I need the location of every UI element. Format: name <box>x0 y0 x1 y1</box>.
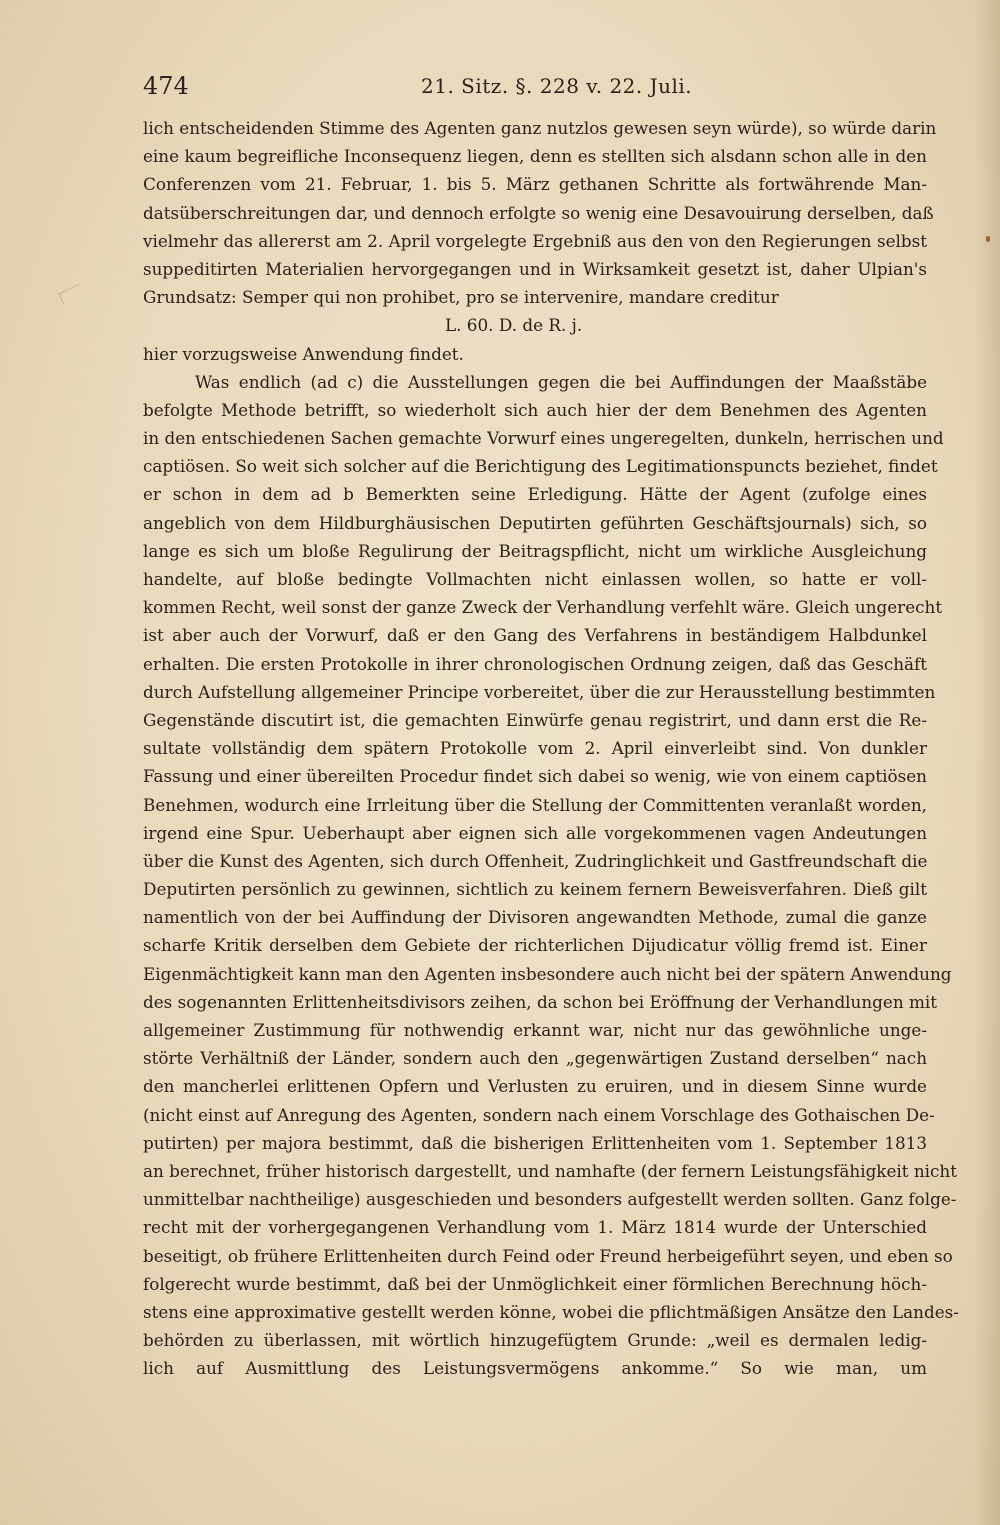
text-line: putirten) per majora bestimmt, daß die bisherigen Erlittenheiten vom 1. September 1813 <box>143 1132 927 1153</box>
text-line: sultate vollständig dem spätern Protokolle vom 2. April einverleibt sind. Von dunkler <box>143 738 927 759</box>
text-line: angeblich von dem Hildburghäusischen Deputirten geführten Geschäftsjournals) sich, so <box>143 512 927 533</box>
text-line: lange es sich um bloße Regulirung der Beitragspflicht, nicht um wirkliche Ausgleichung <box>143 540 927 561</box>
text-line: störte Verhältniß der Länder, sondern auch den „gegenwärtigen Zustand derselben“ nach <box>143 1048 927 1069</box>
body-text <box>143 114 959 1382</box>
text-line: er schon in dem ad b Bemerkten seine Erledigung. Hätte der Agent (zufolge eines <box>143 484 927 505</box>
text-line: allgemeiner Zustimmung für nothwendig erkannt war, nicht nur das gewöhnliche unge- <box>143 1020 927 1040</box>
text-line: des sogenannten Erlittenheitsdivisors zeihen, da schon bei Eröffnung der Verhandlungen mit <box>143 991 938 1012</box>
running-title: 21. Sitz. §. 228 v. 22. Juli. <box>421 74 693 98</box>
paragraph-start-line: Was endlich (ad c) die Ausstellungen gegen die bei Auffindungen der Maaßstäbe <box>195 371 927 392</box>
text-line: lich entscheidenden Stimme des Agenten ganz nutzlos gewesen seyn würde), so würde darin <box>143 118 937 138</box>
text-line: über die Kunst des Agenten, sich durch Offenheit, Zudringlichkeit und Gastfreundschaft die <box>143 850 928 871</box>
text-line: Conferenzen vom 21. Februar, 1. bis 5. März gethanen Schritte als fortwährende Man- <box>143 174 927 195</box>
text-line: datsüberschreitungen dar, und dennoch erfolgte so wenig eine Desavouirung derselben, daß <box>143 202 934 223</box>
paper-stain <box>986 236 990 242</box>
text-line: Fassung und einer übereilten Procedur findet sich dabei so wenig, wie von einem captiösen <box>143 766 927 787</box>
text-line: Eigenmächtigkeit kann man den Agenten insbesondere auch nicht bei der spätern Anwendung <box>143 963 952 984</box>
text-line: (nicht einst auf Anregung des Agenten, sondern nach einem Vorschlage des Gothaischen De- <box>143 1104 935 1125</box>
text-line: stens eine approximative gestellt werden könne, wobei die pflichtmäßigen Ansätze den Landes- <box>143 1301 959 1322</box>
text-line: handelte, auf bloße bedingte Vollmachten nicht einlassen wollen, so hatte er voll- <box>143 569 927 589</box>
text-line: hier vorzugsweise Anwendung findet. <box>143 343 464 364</box>
page-number: 474 <box>143 72 189 100</box>
text-line: namentlich von der bei Auffindung der Divisoren angewandten Methode, zumal die ganze <box>143 907 927 928</box>
text-line: kommen Recht, weil sonst der ganze Zweck der Verhandlung verfehlt wäre. Gleich ungerecht <box>143 597 943 618</box>
text-line: vielmehr das allererst am 2. April vorgelegte Ergebniß aus den von den Regierungen selbst <box>143 230 927 251</box>
text-line: befolgte Methode betrifft, so wiederholt sich auch hier der dem Benehmen des Agenten <box>143 399 927 420</box>
citation-line: L. 60. D. de R. j. <box>445 315 583 336</box>
text-line: erhalten. Die ersten Protokolle in ihrer chronologischen Ordnung zeigen, daß das Geschäft <box>143 653 927 674</box>
text-line: beseitigt, ob frühere Erlittenheiten durch Feind oder Freund herbeigeführt seyen, und eben so <box>143 1245 953 1266</box>
page-edge-shadow <box>974 0 1000 1525</box>
text-line: suppeditirten Materialien hervorgegangen und in Wirksamkeit gesetzt ist, daher Ulpian's <box>143 258 927 279</box>
text-line: Grundsatz: Semper qui non prohibet, pro se intervenire, mandare creditur <box>143 287 779 308</box>
text-line: den mancherlei erlittenen Opfern und Verlusten zu eruiren, und in diesem Sinne wurde <box>143 1076 927 1097</box>
text-line: recht mit der vorhergegangenen Verhandlung vom 1. März 1814 wurde der Unterschied <box>143 1217 927 1238</box>
text-line: unmittelbar nachtheilige) ausgeschieden und besonders aufgestellt werden sollten. Ganz folge- <box>143 1189 957 1210</box>
text-line: durch Aufstellung allgemeiner Principe vorbereitet, über die zur Herausstellung bestimmten <box>143 681 936 702</box>
text-line: ist aber auch der Vorwurf, daß er den Gang des Verfahrens in beständigem Halbdunkel <box>143 625 927 646</box>
text-line: Deputirten persönlich zu gewinnen, sichtlich zu keinem fernern Beweisverfahren. Dieß gilt <box>143 879 927 900</box>
text-line: folgerecht wurde bestimmt, daß bei der Unmöglichkeit einer förmlichen Berechnung höch- <box>143 1273 927 1294</box>
text-line: irgend eine Spur. Ueberhaupt aber eignen sich alle vorgekommenen vagen Andeutungen <box>143 822 927 843</box>
text-line: an berechnet, früher historisch dargestellt, und namhafte (der fernern Leistungsfähigkeit nicht <box>143 1160 957 1181</box>
page-header <box>143 68 923 102</box>
text-line: lich auf Ausmittlung des Leistungsvermögens ankomme.“ So wie man, um <box>143 1358 927 1379</box>
text-line: Benehmen, wodurch eine Irrleitung über die Stellung der Committenten veranlaßt worden, <box>143 794 927 815</box>
text-line: scharfe Kritik derselben dem Gebiete der richterlichen Dijudicatur völlig fremd ist. Einer <box>143 935 927 956</box>
text-line: captiösen. So weit sich solcher auf die Berichtigung des Legitimationspuncts beziehet, findet <box>143 456 938 477</box>
text-line: Gegenstände discutirt ist, die gemachten Einwürfe genau registrirt, und dann erst die Re- <box>143 709 927 730</box>
text-line: in den entschiedenen Sachen gemachte Vorwurf eines ungeregelten, dunkeln, herrischen und <box>143 428 944 449</box>
text-line: behörden zu überlassen, mit wörtlich hinzugefügtem Grunde: „weil es dermalen ledig- <box>143 1330 927 1351</box>
text-line: eine kaum begreifliche Inconsequenz liegen, denn es stellten sich alsdann schon alle in den <box>143 146 927 167</box>
